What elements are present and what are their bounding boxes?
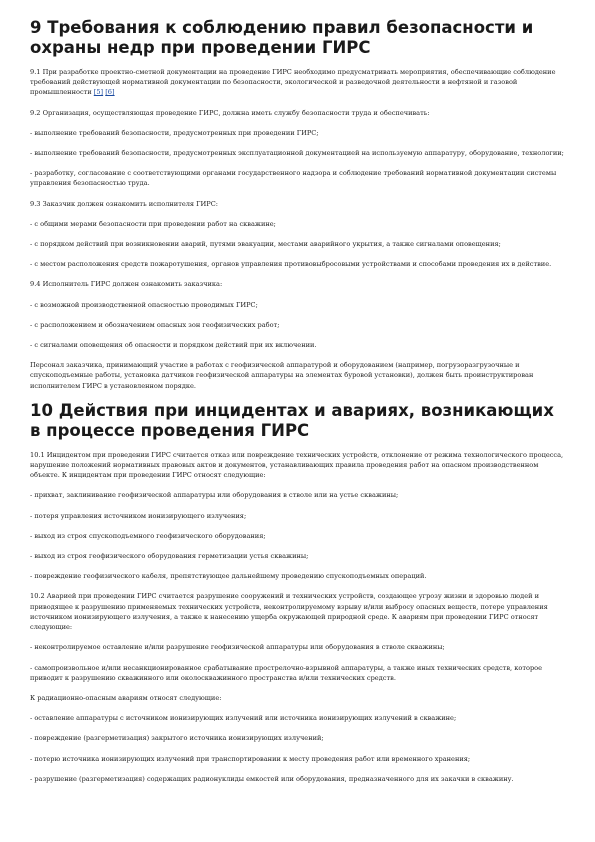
list-item: - повреждение геофизического кабеля, препятствующее дальнейшему проведению спускоподъемных операций. [30, 572, 427, 581]
paragraph-9-2: 9.2 Организация, осуществляющая проведение ГИРС, должна иметь службу безопасности труда и обеспечивать: [30, 108, 430, 117]
list-item: - потеря управления источником ионизирующего излучения; [30, 511, 247, 520]
reference-link-5[interactable]: [5] [93, 88, 104, 97]
list-item: - выход из строя спускоподъемного геофизического оборудования; [30, 531, 266, 540]
paragraph-9-1-text: 9.1 При разработке проектно-сметной документации на проведение ГИРС необходимо предусматривать мероприятия, обеспечивающие соблюдение требований действующей нормативной документации по безопасности, экологической и разведочной деятельности в нефтяной и газовой промышленности [30, 68, 556, 97]
section-9-title: 9 Требования к соблюдению правил безопасности и охраны недр при проведении ГИРС [30, 18, 534, 57]
list-item: - с порядком действий при возникновении аварий, путями эвакуации, местами аварийного укрытия, а также сигналами оповещения; [30, 240, 501, 249]
paragraph-9-4: 9.4 Исполнитель ГИРС должен ознакомить заказчика: [30, 280, 223, 289]
paragraph-9-1 [30, 67, 565, 98]
list-item: - оставление аппаратуры с источником ионизирующих излучений или источника ионизирующих излучений в скважине; [30, 714, 457, 723]
section-10-title: 10 Действия при инцидентах и авариях, возникающих в процессе проведения ГИРС [30, 400, 554, 440]
paragraph-10-2: 10.2 Аварией при проведении ГИРС считается разрушение сооружений и технических устройств, создающее угрозу жизни и здоровью людей и приводящее к разрушению применяемых технических устройств, неконтролируемому взрыву и/или выбросу опасных веществ, потере управления источником ионизирующего излучения, а также к нанесению ущерба окружающей природной среде. К авариям при проведении ГИРС относят следующие: [30, 592, 548, 632]
document-page [30, 18, 565, 794]
list-item: - разработку, согласование с соответствующими органами государственного надзора и соблюдение требований нормативной документации системы управления безопасностью труда. [30, 169, 557, 188]
list-item: - прихват, заклинивание геофизической аппаратуры или оборудования в стволе или на устье скважины; [30, 491, 399, 500]
list-item: - повреждение (разгерметизация) закрытого источника ионизирующих излучений; [30, 734, 324, 743]
reference-link-6[interactable]: [6] [105, 88, 115, 97]
list-item: - с местом расположения средств пожаротушения, органов управления противовыбросовыми устройствами и способами проведения их в действие. [30, 260, 552, 269]
paragraph-10-1: 10.1 Инцидентом при проведении ГИРС считается отказ или повреждение технических устройств, отклонение от режима технологического процесса, нарушение положений нормативных правовых актов и документов, устанавливающих правила проведения работ на опасном производственном объекте. К инцидентам при проведении ГИРС относят следующие: [30, 450, 564, 480]
list-item: - выполнение требований безопасности, предусмотренных при проведении ГИРС; [30, 128, 319, 137]
list-item: - потерю источника ионизирующих излучений при транспортировании к месту проведения работ или временного хранения; [30, 754, 471, 763]
list-item: - с сигналами оповещения об опасности и порядком действий при их включении. [30, 341, 317, 350]
list-item: - с расположением и обозначением опасных зон геофизических работ; [30, 320, 280, 329]
list-item: - неконтролируемое оставление и/или разрушение геофизической аппаратуры или оборудования в стволе скважины; [30, 643, 445, 652]
paragraph-9-3: 9.3 Заказчик должен ознакомить исполнителя ГИРС: [30, 199, 219, 208]
list-item: - с возможной производственной опасностью проводимых ГИРС; [30, 300, 258, 309]
list-item: - выполнение требований безопасности, предусмотренных эксплуатационной документацией на используемую аппаратуру, оборудование, технологии; [30, 149, 564, 158]
list-item: - с общими мерами безопасности при проведении работ на скважине; [30, 219, 276, 228]
list-item: - самопроизвольное и/или несанкционированное срабатывание прострелочно-взрывной аппаратуры, а также иных технических средств, которое приводит к разрушению скважинного или околоскважинного пространства и/или технических средств. [30, 663, 543, 682]
list-item: - разрушение (разгерметизация) содержащих радионуклиды емкостей или оборудования, предназначенного для их закачки в скважину. [30, 774, 514, 783]
paragraph-personnel: Персонал заказчика, принимающий участие в работах с геофизической аппаратурой и оборудованием (например, погрузоразгрузочные и спускоподъемные работы, установка датчиков геофизической аппаратуры на элементах буровой установки), должен быть проинструктирован исполнителем ГИРС в установленном порядке. [30, 361, 534, 390]
paragraph-radiation: К радиационно-опасным авариям относят следующие: [30, 693, 222, 702]
list-item: - выход из строя геофизического оборудования герметизации устья скважины; [30, 552, 309, 561]
